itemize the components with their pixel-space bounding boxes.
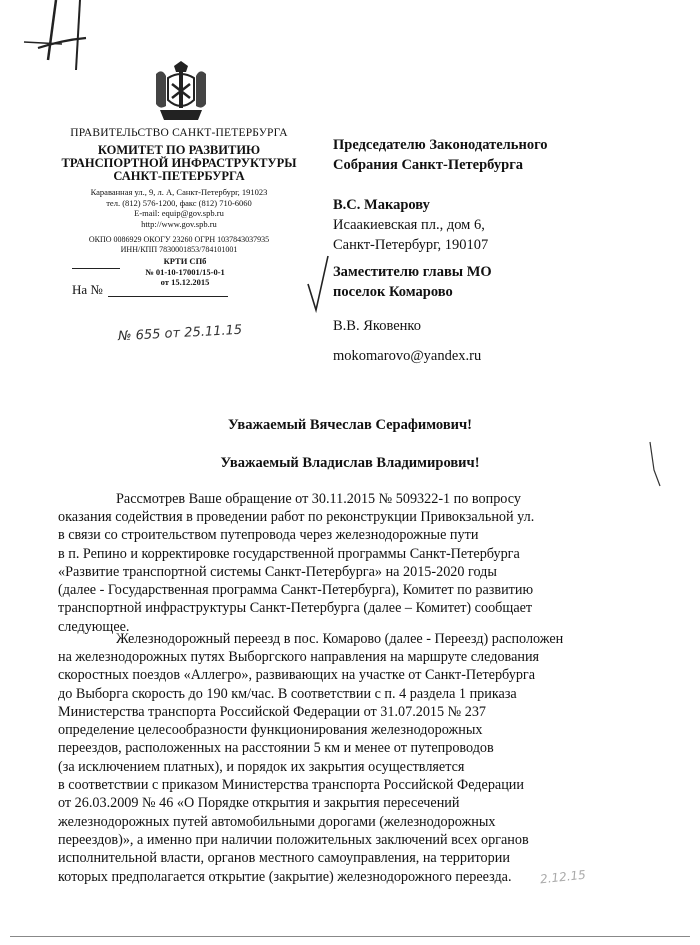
handwritten-mark xyxy=(18,0,88,80)
handwritten-reference: № 655 от 25.11.15 xyxy=(117,322,243,345)
greeting-2: Уважаемый Владислав Владимирович! xyxy=(220,455,480,471)
sender-contacts xyxy=(54,187,304,229)
greeting-1: Уважаемый Вячеслав Серафимович! xyxy=(227,417,473,433)
sender-website: http://www.gov.spb.ru xyxy=(141,218,217,229)
page-bottom-line xyxy=(10,936,690,937)
recipient-2-email: mokomarovo@yandex.ru xyxy=(333,348,482,364)
margin-mark xyxy=(646,440,666,490)
check-mark-icon xyxy=(306,254,330,314)
reference-label: На № xyxy=(72,282,103,297)
paragraph-1-first-line: Рассмотрев Ваше обращение от 30.11.2015 № 509322-1 по вопросу xyxy=(116,491,521,507)
sender-phone: тел. (812) 576-1200, факс (812) 710-6060 xyxy=(106,197,252,208)
organization-name: КОМИТЕТ ПО РАЗВИТИЮ ТРАНСПОРТНОЙ ИНФРАСТРУКТУРЫ САНКТ-ПЕТЕРБУРГА xyxy=(61,143,297,183)
reference-line xyxy=(108,296,228,297)
government-name: ПРАВИТЕЛЬСТВО САНКТ-ПЕТЕРБУРГА xyxy=(70,127,288,139)
registration-stamp: КРТИ СПб № 01-10-17001/15-0-1 от 15.12.2015 xyxy=(145,256,225,287)
recipient-2: Заместителю главы МО поселок Комарово В.В. Яковенко mokomarovo@yandex.ru xyxy=(333,264,492,364)
paragraph-1: оказания содействия в проведении работ по реконструкции Привокзальной ул. в связи со строительством путепровода через железнодорожные пути в п. Репино и корректировке государственной программы Санкт-Петербурга «Развитие транспортной системы Санкт-Петербурга» на 2015-2020 годы (далее - Государственная программа Санкт-Петербурга), Комитет по развитию транспортной инфраструктуры Санкт-Петербурга (далее – Комитет) сообщает следующее. xyxy=(58,509,535,635)
sender-address: Караванная ул., 9, л. А, Санкт-Петербург, 191023 xyxy=(90,187,268,197)
date-line xyxy=(72,268,120,269)
recipient-1-name: В.С. Макарову xyxy=(333,197,430,213)
coat-of-arms-icon xyxy=(152,60,210,124)
sender-codes: ОКПО 0086929 ОКОГУ 23260 ОГРН 1037843037935 ИНН/КПП 7830001853/784101001 xyxy=(88,235,270,254)
recipient-1: Председателю Законодательного Собрания Санкт-Петербурга В.С. Макарову Исаакиевская пл., дом 6, Санкт-Петербург, 190107 xyxy=(333,137,548,253)
paragraph-2-first-line: Железнодорожный переезд в пос. Комарово (далее - Переезд) расположен xyxy=(116,631,564,647)
recipient-2-name: В.В. Яковенко xyxy=(333,318,421,334)
sender-email: E-mail: equip@gov.spb.ru xyxy=(134,208,224,218)
paragraph-2: на железнодорожных путях Выборгского направления на маршруте следования скоростных поездов «Аллегро», развивающих на участке от Санкт-Петербурга до Выборга скорость до 190 км/час. В соответствии с п. 4 раздела 1 приказа Министерства транспорта Российской Федерации от 31.07.2015 № 237 определение целесообразности функционирования железнодорожных переездов, расположенных на расстоянии 5 км и менее от путепроводов (за исключением платных), и порядок их закрытия осуществляется в соответствии с приказом Министерства транспорта Российской Федерации от 26.03.2009 № 46 «О Порядке открытия и закрытия пересечений железнодорожных путей автомобильными дорогами (железнодорожных переездов)», а именно при наличии положительных заключений всех органов исполнительной власти, органов местного самоуправления, на территории которых предполагается открытие (закрытие) железнодорожного переезда. xyxy=(58,649,540,885)
handwritten-bottom-note: 2.12.15 xyxy=(539,867,587,887)
